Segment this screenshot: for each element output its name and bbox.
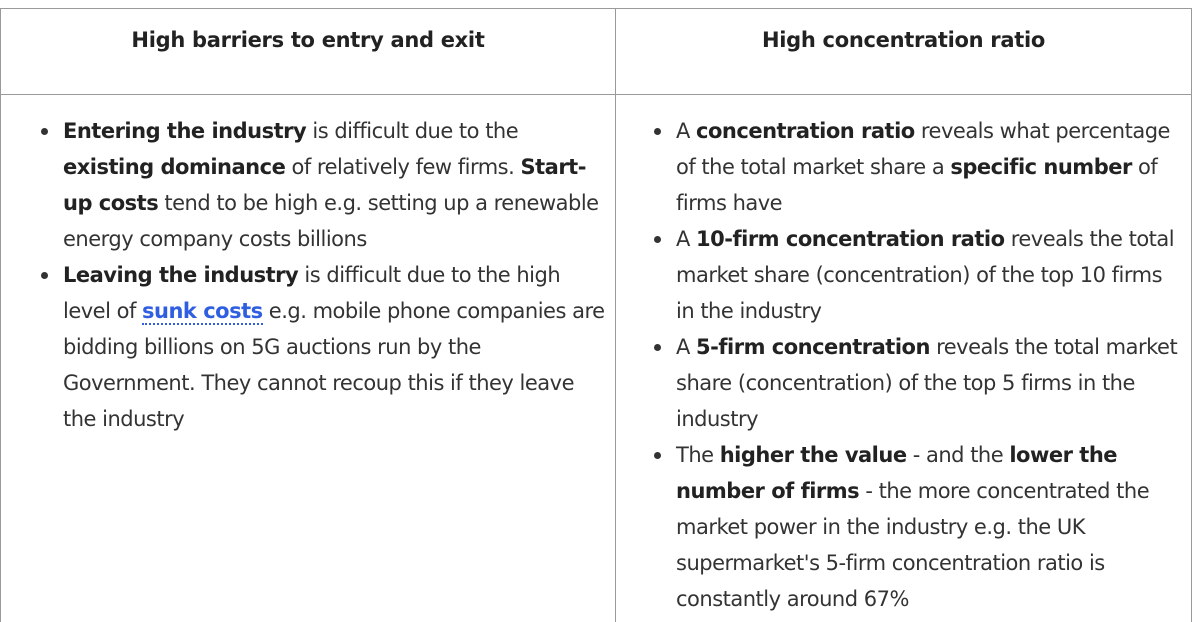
bullet-icon [654,128,661,135]
bullet-icon [654,236,661,243]
bullet-icon [654,344,661,351]
sunk-costs-link[interactable]: sunk costs [142,299,263,323]
bullet-icon [41,272,48,279]
text: tend to be high e.g. setting up a renewable energy company costs billions [63,191,599,251]
barriers-list [63,113,607,437]
text: is difficult due to the high level of [63,263,561,323]
text: A [676,335,697,359]
concentration-cell [616,95,1191,622]
text: reveals the total market share (concentration) of the top 10 firms in the industry [676,227,1175,323]
text: of relatively few firms. [285,155,521,179]
list-item [63,257,607,437]
bold-text: specific number [950,155,1132,179]
list-item [676,113,1183,221]
text: A [676,119,697,143]
list-item [676,329,1183,437]
bold-text: Leaving the industry [63,263,299,287]
comparison-table [0,8,1192,622]
bold-text: Entering the industry [63,119,307,143]
text: e.g. mobile phone companies are bidding billions on 5G auctions run by the Government. They cannot recoup this if they leave the industry [63,299,605,431]
barriers-cell [1,95,616,622]
bold-text: existing dominance [63,155,286,179]
bold-text: higher the value [719,443,907,467]
table-header-row [1,9,1191,95]
bold-text: 10-firm concentration ratio [696,227,1005,251]
header-concentration: High concentration ratio [761,28,1046,52]
text: - the more concentrated the market power in the industry e.g. the UK supermarket's 5-firm concentration ratio is constantly around 67% [676,479,1150,611]
bold-text: concentration ratio [696,119,915,143]
list-item [676,221,1183,329]
bullet-icon [654,452,661,459]
table-body-row [1,95,1191,622]
text: reveals the total market share (concentration) of the top 5 firms in the industry [676,335,1178,431]
concentration-list [676,113,1183,617]
text: - and the [906,443,1010,467]
text: is difficult due to the [306,119,519,143]
text: reveals what percentage of the total market share a [676,119,1170,179]
list-item [676,437,1183,617]
text: The [676,443,720,467]
text: A [676,227,697,251]
bold-text: 5-firm concentration [696,335,930,359]
bullet-icon [41,128,48,135]
header-barriers: High barriers to entry and exit [1,9,616,94]
bold-text: Start-up costs [63,155,586,215]
text: of firms have [676,155,1158,215]
list-item [63,113,607,257]
bold-text: lower the number of firms [676,443,1118,503]
